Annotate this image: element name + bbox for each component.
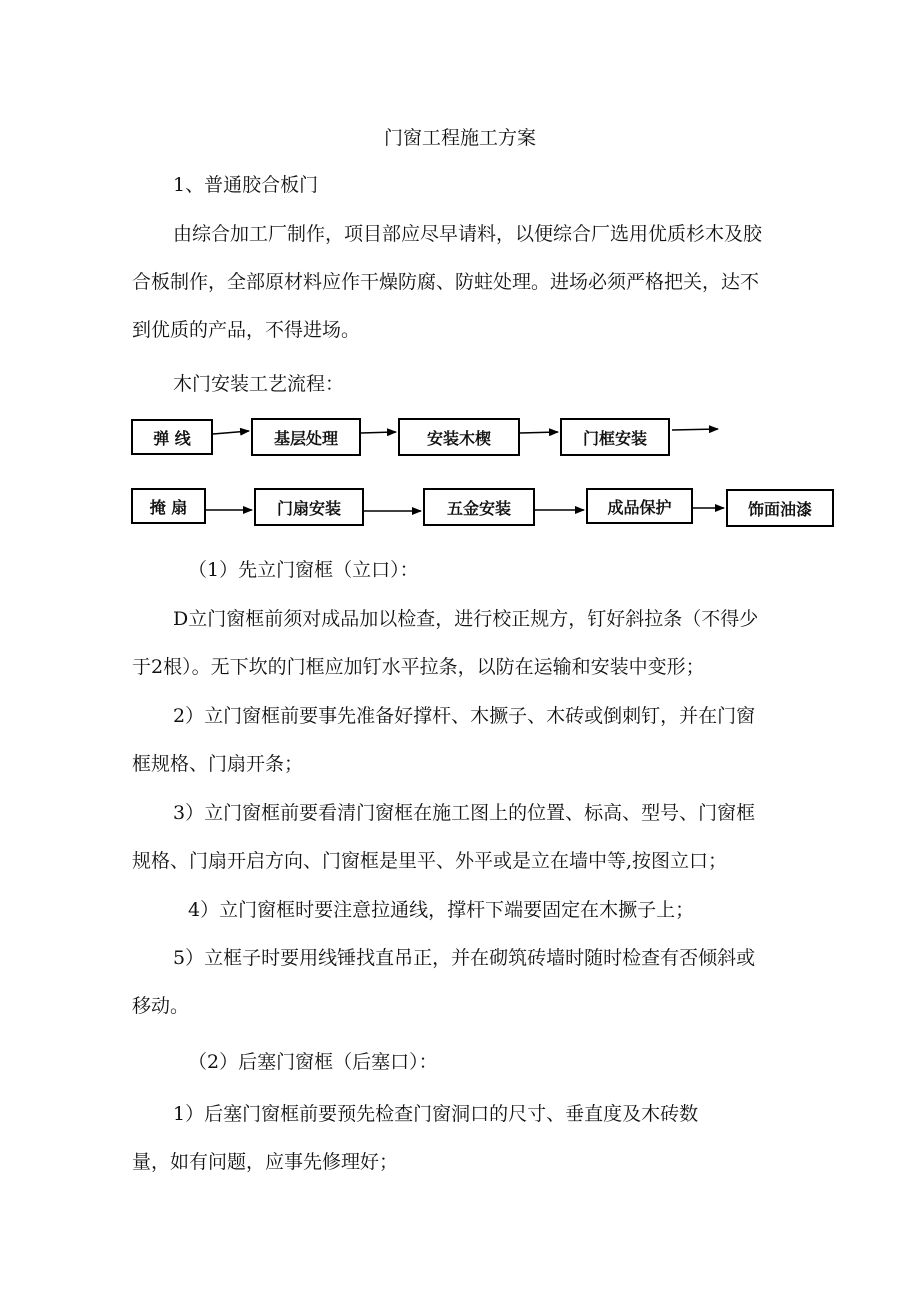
flow-step-menkuang: 门框安装 bbox=[560, 418, 670, 456]
item-line: 规格、门扇开启方向、门窗框是里平、外平或是立在墙中等,按图立口； bbox=[132, 850, 728, 872]
page-title: 门窗工程施工方案 bbox=[383, 127, 536, 149]
item-line: 量，如有问题，应事先修理好； bbox=[132, 1151, 399, 1173]
flow-arrow bbox=[361, 432, 396, 433]
item-line: 1）后塞门窗框前要预先检查门窗洞口的尺寸、垂直度及木砖数 bbox=[173, 1103, 699, 1125]
part-heading: （2）后塞门窗框（后塞口）： bbox=[188, 1051, 438, 1073]
paragraph-line: 到优质的产品，不得进场。 bbox=[132, 319, 361, 341]
flow-step-youqi: 饰面油漆 bbox=[726, 489, 834, 527]
item-line: 移动。 bbox=[132, 995, 190, 1017]
paragraph-line: 合板制作，全部原材料应作干燥防腐、防蛀处理。进场必须严格把关，达不 bbox=[132, 271, 760, 293]
flow-step-muxie: 安装木楔 bbox=[398, 418, 520, 456]
flow-step-jiceng: 基层处理 bbox=[251, 418, 361, 456]
flow-step-tanxian: 弹 线 bbox=[131, 419, 213, 455]
item-line: D立门窗框前须对成品加以检查，进行校正规方，钉好斜拉条（不得少 bbox=[173, 608, 759, 630]
flow-step-yanshan: 掩 扇 bbox=[131, 488, 206, 524]
flow-step-wujin: 五金安装 bbox=[423, 488, 535, 526]
flow-arrow bbox=[213, 431, 249, 434]
flow-label: 木门安装工艺流程： bbox=[173, 373, 345, 395]
item-line: 框规格、门扇开条； bbox=[132, 753, 304, 775]
item-line: 2）立门窗框前要事先准备好撑杆、木撅子、木砖或倒刺钉，并在门窗 bbox=[173, 705, 756, 727]
flow-step-menshan: 门扇安装 bbox=[254, 488, 364, 526]
item-line: 4）立门窗框时要注意拉通线，撑杆下端要固定在木撅子上； bbox=[188, 899, 695, 921]
item-line: 5）立框子时要用线锤找直吊正，并在砌筑砖墙时随时检查有否倾斜或 bbox=[173, 947, 756, 969]
section-heading: 1、普通胶合板门 bbox=[173, 174, 319, 196]
flow-step-baohu: 成品保护 bbox=[586, 488, 693, 524]
paragraph-line: 由综合加工厂制作，项目部应尽早请料，以便综合厂选用优质杉木及胶 bbox=[173, 223, 763, 245]
part-heading: （1）先立门窗框（立口）： bbox=[188, 559, 419, 581]
item-line: 3）立门窗框前要看清门窗框在施工图上的位置、标高、型号、门窗框 bbox=[173, 802, 756, 824]
flow-arrow bbox=[672, 429, 718, 430]
flow-arrow bbox=[520, 432, 558, 433]
item-line: 于2根）。无下坎的门框应加钉水平拉条，以防在运输和安装中变形； bbox=[132, 656, 705, 678]
